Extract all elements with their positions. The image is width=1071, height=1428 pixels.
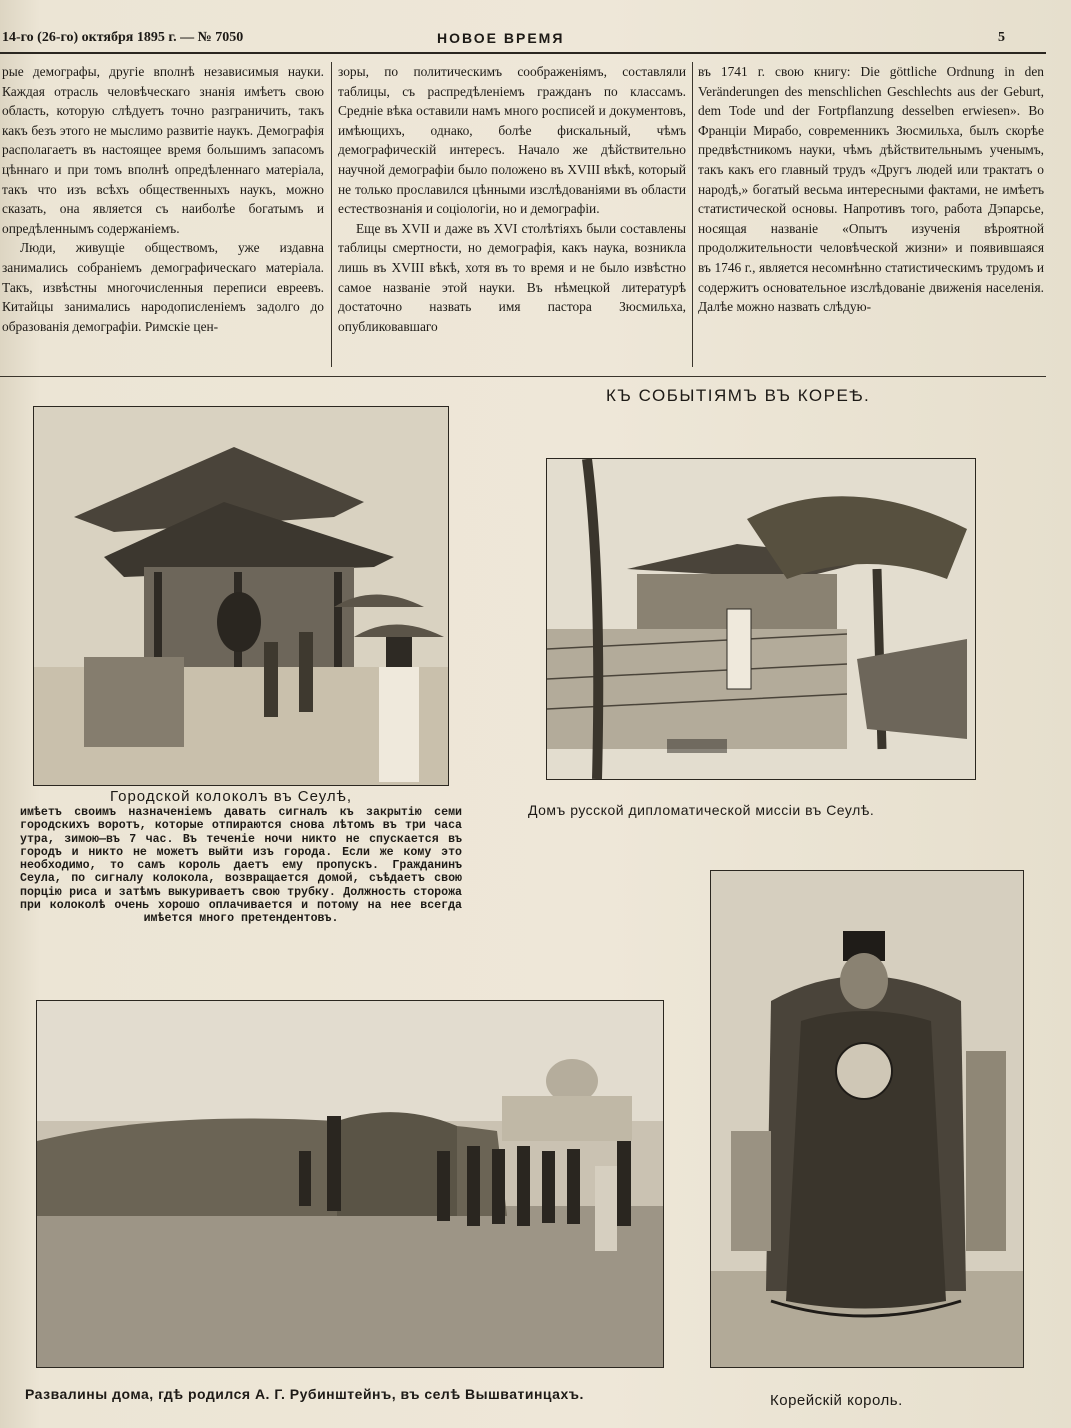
newspaper-title: НОВОЕ ВРЕМЯ (437, 30, 565, 46)
header-rule (0, 52, 1046, 54)
korean-king-drawing (711, 871, 1023, 1367)
paragraph: зоры, по политическимъ соображеніямъ, составляли таблицы, съ распредѣленіемъ гражданъ по классамъ. Средніе вѣка оставили намъ много росписей и документовъ, имѣющихъ, однако, болѣе фискальный, чѣмъ демографическій интересъ. Начало же дѣйствительно научной демографіи было положено въ XVIII вѣкѣ, который не только прославился цѣнными изслѣдованіями въ области естествознанія и соціологіи, но и демографіи. (338, 64, 686, 217)
article-column-3 (698, 62, 1044, 374)
article-column-1 (2, 62, 324, 374)
rubinstein-house-ruins-photo (36, 1000, 664, 1368)
column-divider (331, 62, 332, 367)
bell-pavilion-engraving (33, 406, 449, 786)
ruins-photo-drawing (37, 1001, 663, 1367)
bell-caption-title: Городской колоколъ въ Сеулѣ, (110, 788, 353, 805)
king-caption: Корейскій король. (770, 1392, 903, 1409)
article-column-2 (338, 62, 686, 374)
korean-king-engraving (710, 870, 1024, 1368)
paragraph: рые демографы, другіе вполнѣ независимыя науки. Каждая отрасль человѣческаго знанія имѣетъ свою область, которую слѣдуетъ точно разграничить, такъ какъ безъ этого не мыслимо развитіе наукъ. Демографія располагаетъ въ настоящее время большимъ запасомъ цѣннаго и при томъ вполнѣ опредѣленнаго матеріала, такъ что изъ всѣхъ общественныхъ наукъ, можно сказать, она является съ наиболѣе богатымъ и опредѣленнымъ содержаніемъ. (2, 64, 324, 236)
article-bottom-rule (0, 376, 1046, 377)
mission-caption: Домъ русской дипломатической миссіи въ Сеулѣ. (528, 802, 875, 818)
column-divider (692, 62, 693, 367)
page-number: 5 (998, 30, 1005, 45)
paragraph: въ 1741 г. свою книгу: Die göttliche Ordnung in den Veränderungen des menschlichen Geschlechts aus der Geburt, dem Tode und der Fortpflanzung desselben erwiesen». Во Франціи Мирабо, современникъ Зюсмильха, былъ скорѣе предвѣстникомъ науки, чѣмъ дѣйствительнымъ ученымъ, такъ какъ его главный трудъ «Другъ людей или трактатъ о народѣ,» богатый весьма интересными фактами, не имѣетъ статистической основы. Напротивъ того, работа Дэпарсье, носящая названіе «Опытъ изученія вѣроятной продолжительности человѣческой жизни» и появившаяся въ 1746 г., является несомнѣнно статистическимъ трудомъ и содержитъ основательное изслѣдованіе движенія населенія. Далѣе можно назвать слѣдую- (698, 64, 1044, 315)
paragraph: Люди, живущіе обществомъ, уже издавна занимались собраніемъ демографическаго матеріала. Такъ, извѣстны многочисленныя переписи евреевъ. Китайцы занимались народописленіемъ задолго до образованія демографіи. Римскіе цен- (2, 240, 324, 334)
russian-mission-engraving (546, 458, 976, 780)
russian-mission-drawing (547, 459, 975, 779)
bell-caption-text: имѣетъ своимъ назначеніемъ давать сигналъ къ закрытію семи городскихъ воротъ, которые отпираются снова лѣтомъ въ три часа утра, зимою—въ 7 час. Въ теченіе ночи никто не спускается въ городъ и никто не можетъ выйти изъ города. Если же кому это необходимо, то самъ король даетъ ему пропускъ. Гражданинъ Сеула, по сигналу колокола, возвращается домой, съѣдаетъ свою порцію риса и затѣмъ выкуриваетъ свою трубку. Должность сторожа при колоколѣ очень хорошо оплачивается и потому на нее всегда имѣется много претендентовъ. (20, 806, 462, 926)
issue-date: 14-го (26-го) октября 1895 г. — № 7050 (2, 30, 244, 45)
ruins-caption: Развалины дома, гдѣ родился А. Г. Рубинштейнъ, въ селѣ Вышватинцахъ. (25, 1386, 584, 1402)
section-title: КЪ СОБЫТІЯМЪ ВЪ КОРЕѢ. (606, 386, 871, 405)
bell-pavilion-drawing (34, 407, 448, 785)
page-header (0, 28, 1071, 50)
paragraph: Еще въ XVII и даже въ XVI столѣтіяхъ были составлены таблицы смертности, но демографія, какъ наука, возникла лишь въ XVIII вѣкѣ, хотя въ то время и не было извѣстно самое названіе этой науки. Въ нѣмецкой литературѣ достаточно назвать имя пастора Зюсмильха, опубликовавшаго (338, 220, 686, 334)
